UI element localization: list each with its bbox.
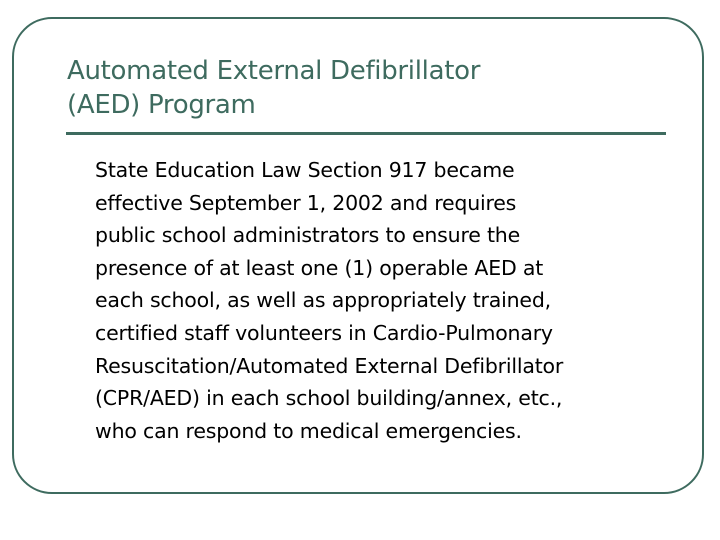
title-line-1: Automated External Defibrillator [67, 56, 481, 86]
body-line: presence of at least one (1) operable AED at [95, 255, 544, 280]
title-line-2: (AED) Program [67, 90, 256, 120]
slide-title [67, 54, 667, 122]
slide-body-text [95, 154, 695, 447]
body-line: who can respond to medical emergencies. [95, 418, 522, 443]
body-line: Resuscitation/Automated External Defibrillator [95, 353, 564, 378]
title-divider [66, 132, 666, 135]
body-line: certified staff volunteers in Cardio-Pulmonary [95, 320, 553, 345]
body-line: each school, as well as appropriately trained, [95, 288, 551, 313]
body-line: State Education Law Section 917 became [95, 158, 515, 182]
body-line: public school administrators to ensure the [95, 223, 521, 248]
body-line: effective September 1, 2002 and requires [95, 190, 517, 215]
body-line: (CPR/AED) in each school building/annex, etc., [95, 386, 563, 411]
